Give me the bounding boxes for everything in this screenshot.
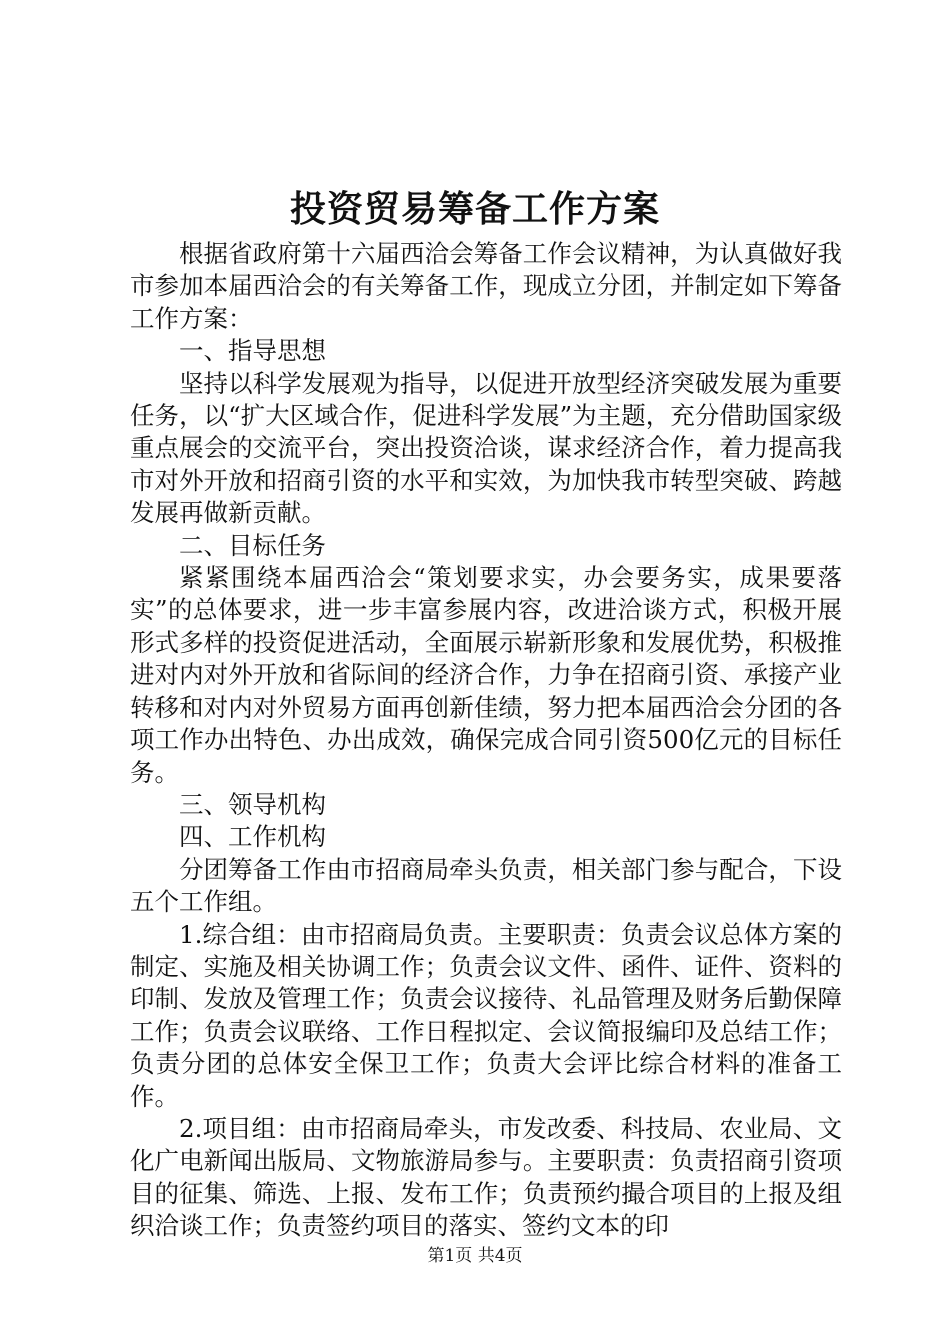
section-heading-objectives: 二、目标任务 [179, 530, 326, 560]
working-bodies-paragraph: 分团筹备工作由市招商局牵头负责，相关部门参与配合，下设五个工作组。 [130, 854, 842, 917]
guiding-ideology-paragraph: 坚持以科学发展观为指导，以促进开放型经济突破发展为重要任务，以“扩大区域合作，促进科学发展”为主题，充分借助国家级重点展会的交流平台，突出投资洽谈，谋求经济合作，着力提高我市对外开放和招商引资的水平和实效，为加快我市转型突破、跨越发展再做新贡献。 [130, 368, 842, 528]
general-group-paragraph: 1.综合组：由市招商局负责。主要职责：负责会议总体方案的制定、实施及相关协调工作；负责会议文件、函件、证件、资料的印制、发放及管理工作；负责会议接待、礼品管理及财务后勤保障工作；负责会议联络、工作日程拟定、会议简报编印及总结工作；负责分团的总体安全保卫工作；负责大会评比综合材料的准备工作。 [130, 919, 842, 1111]
objectives-paragraph: 紧紧围绕本届西洽会“策划要求实，办会要务实，成果要落实”的总体要求，进一步丰富参展内容，改进洽谈方式，积极开展形式多样的投资促进活动，全面展示崭新形象和发展优势，积极推进对内对外开放和省际间的经济合作，力争在招商引资、承接产业转移和对内对外贸易方面再创新佳绩，努力把本届西洽会分团的各项工作办出特色、办出成效，确保完成合同引资500亿元的目标任务。 [130, 563, 842, 787]
document-body [130, 238, 842, 1243]
page-number-footer: 第1页 共4页 [427, 1246, 523, 1266]
document-title: 投资贸易筹备工作方案 [289, 188, 660, 230]
section-heading-guiding-ideology: 一、指导思想 [179, 336, 326, 366]
section-heading-leadership: 三、领导机构 [179, 789, 326, 819]
section-heading-working-bodies: 四、工作机构 [179, 822, 326, 852]
project-group-paragraph: 2.项目组：由市招商局牵头，市发改委、科技局、农业局、文化广电新闻出版局、文物旅游局参与。主要职责：负责招商引资项目的征集、筛选、上报、发布工作；负责预约撮合项目的上报及组织洽谈工作；负责签约项目的落实、签约文本的印 [130, 1113, 842, 1241]
intro-paragraph: 根据省政府第十六届西洽会筹备工作会议精神，为认真做好我市参加本届西洽会的有关筹备工作，现成立分团，并制定如下筹备工作方案： [130, 239, 842, 333]
